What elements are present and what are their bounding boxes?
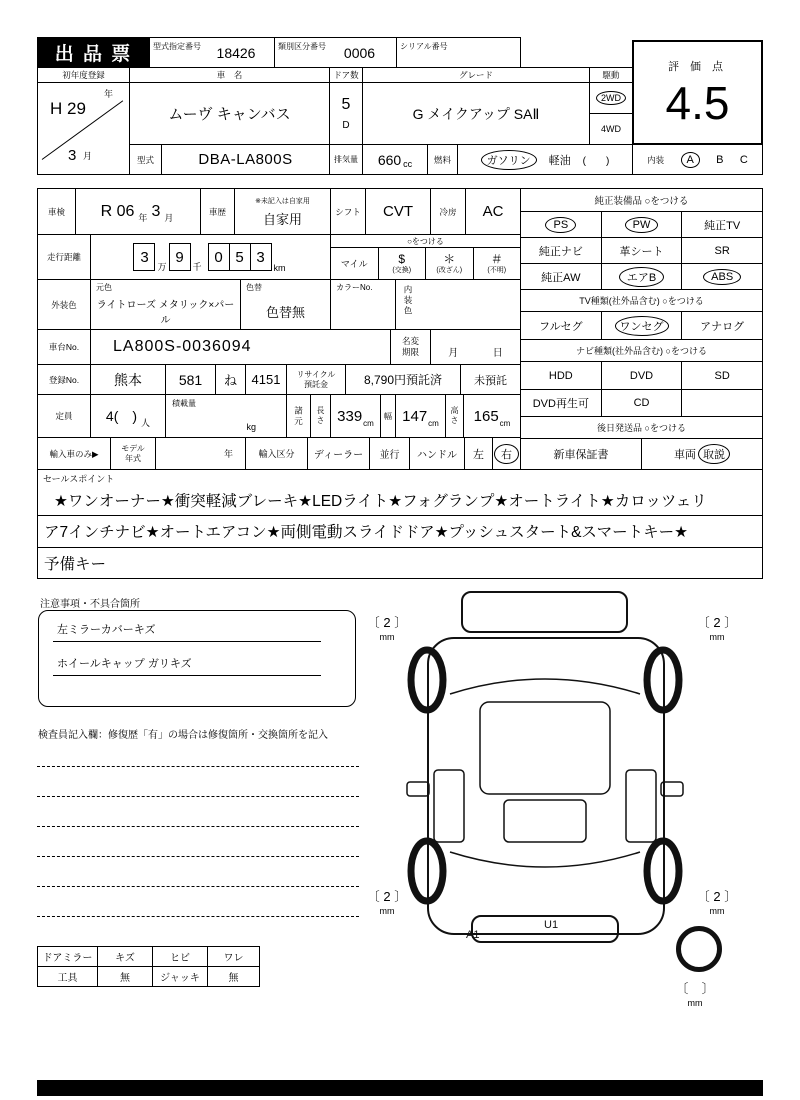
car-diagram	[392, 586, 698, 952]
import-only-label: 輸入車のみ▶	[37, 437, 111, 470]
grade-value: G メイクアップ SAⅡ	[362, 82, 590, 145]
navi-empty	[681, 390, 762, 416]
tools-row-1	[38, 947, 260, 967]
tread-top-left-value: 〔 2 〕	[366, 615, 408, 630]
drive-4wd-cell: 4WD	[589, 113, 633, 145]
notes-box	[38, 610, 356, 707]
mileage-km-unit: km	[273, 263, 286, 273]
interior-grade-a-circled: A	[681, 152, 700, 168]
registration-no-label: 登録No.	[37, 364, 91, 395]
tools-cell: ワレ	[208, 947, 260, 967]
fuel-gasoline-circled: ガソリン	[481, 150, 537, 170]
class-division-label: 類別区分番号	[278, 42, 326, 51]
mileage-flag-tampered-symbol: ＊	[443, 251, 456, 266]
owner-manual-circled: 取説	[698, 444, 730, 464]
shaken-label: 車検	[37, 188, 76, 235]
score-label: 評 価 点	[667, 60, 728, 73]
sales-points-box	[37, 469, 763, 579]
transfer-month-unit: 月	[448, 348, 459, 359]
shaken-year-unit: 年	[138, 213, 148, 223]
handle-left: 左	[464, 437, 493, 470]
height-unit: cm	[499, 419, 511, 428]
equipment-abs	[681, 264, 762, 289]
navi-sd: SD	[681, 362, 762, 389]
notes-label: 注意事項・不具合箇所	[40, 599, 140, 610]
capacity-label: 定員	[37, 394, 91, 438]
displacement-label: 排気量	[329, 144, 363, 175]
equipment-airbag-circled: エアB	[619, 267, 664, 287]
navi-cd: CD	[601, 390, 682, 416]
mileage-digit-sen: 9	[169, 243, 191, 271]
interior-grade-c: C	[739, 153, 748, 166]
warranty-book: 新車保証書	[553, 449, 609, 461]
spare-tread-value: 〔 〕	[675, 981, 715, 996]
tread-bottom-left-value: 〔 2 〕	[366, 889, 408, 904]
tv-oneseg-circled: ワンセグ	[615, 316, 669, 336]
history-value: 自家用	[262, 211, 302, 227]
owner-manual-prefix: 車両	[674, 449, 696, 461]
tread-bottom-right-value: 〔 2 〕	[696, 889, 738, 904]
height-value: 165	[473, 407, 499, 425]
history-note: ※未記入は自家用	[255, 197, 310, 205]
inspector-line	[37, 796, 359, 797]
tread-bottom-right-unit: mm	[709, 906, 725, 916]
mileage-flag-unknown	[473, 248, 521, 279]
serial-number-cell	[396, 37, 521, 68]
import-parallel: 並行	[369, 437, 410, 470]
navi-dvd: DVD	[601, 362, 682, 389]
model-year-unit-cell: 年	[155, 437, 246, 470]
tread-top-right-unit: mm	[709, 632, 725, 642]
import-dealer: ディーラー	[307, 437, 370, 470]
inspector-note: 検査員記入欄：修復歴「有」の場合は修復箇所・交換箇所を記入	[38, 730, 328, 741]
equipment-header: 純正装備品 ○をつける	[520, 188, 763, 212]
first-reg-year-unit: 年	[103, 89, 113, 99]
spare-tread-unit: mm	[687, 998, 703, 1008]
spec-label-cell	[286, 394, 311, 438]
note-item-1: 左ミラーカバーキズ	[53, 621, 321, 642]
mileage-flag-cell	[330, 234, 521, 280]
equipment-ps	[521, 212, 601, 237]
mileage-flag-exchange	[378, 248, 426, 279]
navi-type-row-1	[520, 361, 763, 390]
registration-class-no: 581	[165, 364, 216, 395]
mileage-cell	[90, 234, 331, 280]
recycle-deposit-label: リサイクル預託金	[286, 364, 346, 395]
class-division-cell	[274, 37, 397, 68]
shift-label: シフト	[330, 188, 366, 235]
score-value: 4.5	[665, 76, 730, 129]
length-label: 長さ	[316, 406, 325, 426]
doors-sub: D	[342, 120, 350, 131]
first-reg-month: 3	[68, 147, 77, 164]
length-unit: cm	[363, 419, 374, 428]
mileage-flag-tampered	[425, 248, 473, 279]
handle-right-cell	[492, 437, 521, 470]
drive-2wd-cell	[589, 82, 633, 114]
mileage-flag-exchange-label: (交換)	[392, 266, 412, 274]
mileage-flag-row	[331, 248, 520, 279]
left-slide-door	[434, 770, 464, 842]
tools-cell: 無	[98, 967, 153, 987]
tools-cell: キズ	[98, 947, 153, 967]
mileage-digit-man: 3	[133, 243, 155, 271]
tools-cell: ドアミラー	[38, 947, 98, 967]
mileage-digit-3: 3	[250, 243, 272, 271]
sales-points-line-1: ★ワンオーナー★衝突軽減ブレーキ★LEDライト★フォグランプ★オートライト★カロッツェリ	[38, 485, 762, 516]
sheet-title: 出 品 票	[37, 37, 150, 68]
class-division-value: 0006	[343, 44, 376, 61]
load-unit: kg	[246, 422, 256, 432]
sales-points-label: セールスポイント	[43, 474, 115, 484]
inspector-line	[37, 766, 359, 767]
mileage-flag-exchange-symbol: $	[398, 251, 406, 266]
doors-value: 5	[341, 96, 351, 113]
inspector-line	[37, 826, 359, 827]
mileage-flag-tampered-label: (改ざん)	[436, 266, 463, 274]
model-designation-label: 型式指定番号	[153, 42, 201, 51]
mileage-label: 走行距離	[37, 234, 91, 280]
mileage-man-unit: 万	[157, 262, 167, 272]
length-value: 339	[337, 407, 363, 425]
damage-mark-a1: A1	[466, 929, 480, 941]
load-cell	[165, 394, 287, 438]
cooling-value: AC	[465, 188, 521, 235]
drive-header: 駆動	[589, 67, 633, 83]
spare-tire-circle	[676, 926, 722, 972]
interior-grade-b: B	[716, 153, 724, 166]
later-shipment-row	[520, 438, 763, 470]
damage-mark-u1: U1	[544, 919, 559, 931]
fuel-other: ( )	[582, 156, 610, 167]
interior-grade-cell	[632, 144, 763, 175]
displacement-unit: cc	[403, 159, 413, 169]
mileage-mile-label: マイル	[340, 259, 368, 269]
fuel-label: 燃料	[427, 144, 458, 175]
width-value: 147	[402, 407, 428, 425]
mileage-flag-unknown-symbol: ＃	[490, 251, 503, 266]
history-label: 車歴	[200, 188, 235, 235]
tv-analog: アナログ	[681, 312, 762, 339]
navi-dvd-playable: DVD再生可	[532, 398, 589, 410]
handle-right-circled: 右	[494, 444, 519, 464]
windshield-line	[450, 852, 640, 867]
first-reg-header: 初年度登録	[37, 67, 130, 83]
mileage-sen-unit: 千	[192, 262, 202, 272]
tv-fullseg: フルセグ	[539, 320, 583, 333]
capacity-unit: 人	[141, 418, 151, 428]
displacement-value: 660	[377, 151, 402, 168]
model-designation-value: 18426	[216, 44, 256, 61]
shaken-cell	[75, 188, 201, 235]
tv-oneseg	[601, 312, 682, 339]
registration-region: 熊本	[90, 364, 166, 395]
length-label-cell	[310, 394, 331, 438]
width-label: 幅	[380, 394, 396, 438]
navi-type-header: ナビ種類(社外品含む) ○をつける	[520, 339, 763, 362]
navi-hdd: HDD	[548, 369, 573, 382]
tools-cell: 工具	[38, 967, 98, 987]
tread-top-left-unit: mm	[379, 632, 395, 642]
tools-table	[37, 946, 260, 987]
capacity-value: 4( )	[105, 408, 138, 424]
inspector-line	[37, 916, 359, 917]
score-box	[632, 40, 763, 145]
grade-header: グレード	[362, 67, 590, 83]
rear-window-line	[450, 679, 640, 694]
equipment-row-3	[520, 263, 763, 290]
registration-number: 4151	[245, 364, 287, 395]
height-label: 高さ	[450, 406, 459, 426]
spare-tread	[672, 978, 718, 1008]
tread-bottom-left-unit: mm	[379, 906, 395, 916]
sales-points-line-3: 予備キー	[44, 555, 107, 573]
cabin-panel	[504, 800, 586, 842]
model-year-label: モデル年式	[110, 437, 156, 470]
repaint-cell	[240, 279, 331, 330]
mileage-circle-note: ○をつける	[331, 235, 520, 248]
drive-2wd-circled: 2WD	[596, 91, 626, 105]
interior-grade-label: 内装	[647, 154, 665, 165]
color-no-cell	[330, 279, 396, 330]
equipment-leather-seat: 革シート	[601, 238, 682, 263]
equipment-sunroof: SR	[681, 238, 762, 263]
height-cell	[463, 394, 521, 438]
first-reg-cell	[37, 82, 130, 175]
footer-bar	[37, 1080, 763, 1096]
length-cell	[330, 394, 381, 438]
car-name-header: 車 名	[129, 67, 330, 83]
spec-label: 諸元	[293, 405, 304, 427]
tv-type-header: TV種類(社外品含む) ○をつける	[520, 289, 763, 312]
fuel-diesel: 軽油	[548, 154, 571, 167]
inspector-line	[37, 886, 359, 887]
cooling-label: 冷房	[430, 188, 466, 235]
transfer-date-cell	[430, 329, 521, 365]
interior-color-label: 内装色	[403, 285, 413, 317]
chassis-no-label: 車台No.	[37, 329, 91, 365]
equipment-row-2	[520, 237, 763, 264]
handle-label: ハンドル	[409, 437, 465, 470]
note-item-2: ホイールキャップ ガリキズ	[53, 655, 321, 676]
tools-cell: 無	[208, 967, 260, 987]
width-cell	[395, 394, 446, 438]
model-designation-cell	[149, 37, 275, 68]
model-code-label: 型式	[129, 144, 162, 175]
equipment-ps-circled: PS	[545, 217, 576, 233]
tools-cell: ヒビ	[153, 947, 208, 967]
capacity-cell	[90, 394, 166, 438]
tread-bottom-right	[694, 886, 740, 916]
import-class-label: 輸入区分	[245, 437, 308, 470]
equipment-genuine-navi: 純正ナビ	[538, 245, 583, 258]
chassis-no-value: LA800S-0036094	[90, 329, 391, 365]
tools-row-2	[38, 967, 260, 987]
repaint-label: 色替	[246, 283, 262, 292]
doors-cell	[329, 82, 363, 145]
navi-type-row-2	[520, 389, 763, 417]
equipment-airbag	[601, 264, 682, 289]
roof-panel	[480, 702, 610, 794]
width-unit: cm	[428, 419, 439, 428]
equipment-pw-circled: PW	[625, 217, 659, 233]
tread-top-right	[694, 612, 740, 642]
inspector-line	[37, 856, 359, 857]
shift-value: CVT	[365, 188, 431, 235]
load-label: 積載量	[172, 399, 196, 408]
first-reg-year: H 29	[50, 99, 86, 118]
right-slide-door	[626, 770, 656, 842]
interior-color-cell	[395, 279, 521, 330]
left-mirror	[407, 782, 429, 796]
recycle-deposit-value: 8,790円預託済	[345, 364, 461, 395]
tread-top-right-value: 〔 2 〕	[696, 615, 738, 630]
doors-header: ドア数	[329, 67, 363, 83]
mileage-flag-unknown-label: (不明)	[487, 266, 507, 274]
transfer-deadline-label: 名変期限	[390, 329, 431, 365]
equipment-row-1	[520, 211, 763, 238]
owner-manual	[641, 439, 762, 469]
first-reg-month-unit: 月	[83, 151, 93, 161]
shaken-month: 3	[151, 202, 161, 220]
recycle-not-deposited: 未預託	[460, 364, 521, 395]
sales-points-line-2: ア7インチナビ★オートエアコン★両側電動スライドドア★プッシュスタート&スマートキー★	[38, 516, 762, 547]
original-color-label: 元色	[96, 283, 112, 292]
original-color-cell	[90, 279, 241, 330]
exterior-color-label: 外装色	[37, 279, 91, 330]
shaken-era: R 06	[100, 202, 135, 220]
equipment-genuine-tv: 純正TV	[681, 212, 762, 237]
car-name-value: ムーヴ キャンバス	[129, 82, 330, 145]
mileage-digit-2: 5	[229, 243, 251, 271]
transfer-day-unit: 日	[492, 348, 503, 359]
shaken-month-unit: 月	[164, 213, 174, 223]
mileage-digit-1: 0	[208, 243, 230, 271]
registration-kana: ね	[215, 364, 246, 395]
fuel-cell	[457, 144, 633, 175]
equipment-genuine-aw: 純正AW	[541, 271, 581, 284]
displacement-cell	[362, 144, 428, 175]
tv-type-row	[520, 311, 763, 340]
equipment-abs-circled: ABS	[703, 269, 741, 285]
height-label-cell	[445, 394, 464, 438]
history-cell	[234, 188, 331, 235]
later-shipment-header: 後日発送品 ○をつける	[520, 416, 763, 439]
rear-bumper	[462, 592, 627, 632]
model-code-value: DBA-LA800S	[161, 144, 330, 175]
repaint-value: 色替無	[265, 304, 305, 320]
original-color-value: ライトローズ メタリック×パール	[96, 300, 235, 326]
equipment-pw	[601, 212, 682, 237]
color-no-label: カラーNo.	[336, 283, 373, 292]
serial-number-label: シリアル番号	[400, 42, 448, 51]
tools-cell: ジャッキ	[153, 967, 208, 987]
